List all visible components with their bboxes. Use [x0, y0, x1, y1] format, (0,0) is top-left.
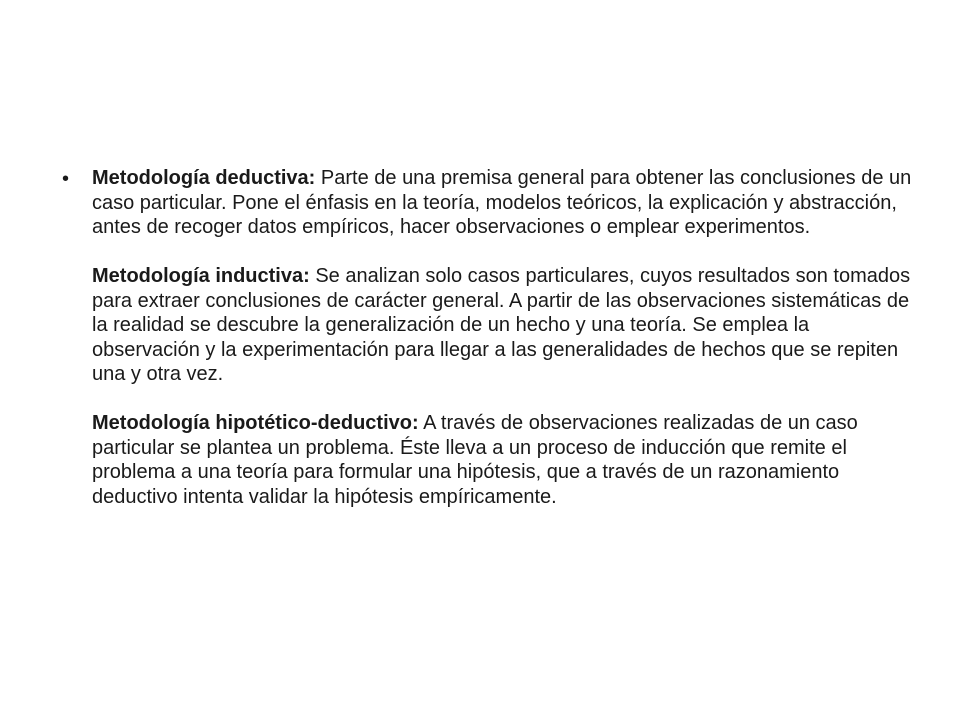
bullet-icon: •	[62, 168, 70, 190]
definition-hypothetico-deductive: A través de observaciones realizadas de un caso particular se plantea un problema. Éste lleva a un proceso de inducción que remite el problema a una teoría para formular una hipótesis, que a través de un razonamiento deductivo intenta validar la hipótesis empíricamente.	[92, 412, 858, 508]
term-inductive: Metodología inductiva:	[92, 265, 310, 287]
paragraph-deductive	[92, 166, 912, 240]
term-deductive: Metodología deductiva:	[92, 167, 316, 189]
term-hypothetico-deductive: Metodología hipotético-deductivo:	[92, 412, 419, 434]
slide-body	[92, 166, 912, 509]
definition-inductive: Se analizan solo casos particulares, cuyos resultados son tomados para extraer conclusiones de carácter general. A partir de las observaciones sistemáticas de la realidad se descubre la generalización de un hecho y una teoría. Se emplea la observación y la experimentación para llegar a las generalidades de hechos que se repiten una y otra vez.	[92, 265, 911, 385]
paragraph-inductive	[92, 264, 912, 387]
paragraph-hypothetico-deductive	[92, 411, 912, 509]
definition-deductive: Parte de una premisa general para obtener las conclusiones de un caso particular. Pone el énfasis en la teoría, modelos teóricos, la explicación y abstracción, antes de recoger datos empíricos, hacer observaciones o emplear experimentos.	[92, 167, 912, 238]
